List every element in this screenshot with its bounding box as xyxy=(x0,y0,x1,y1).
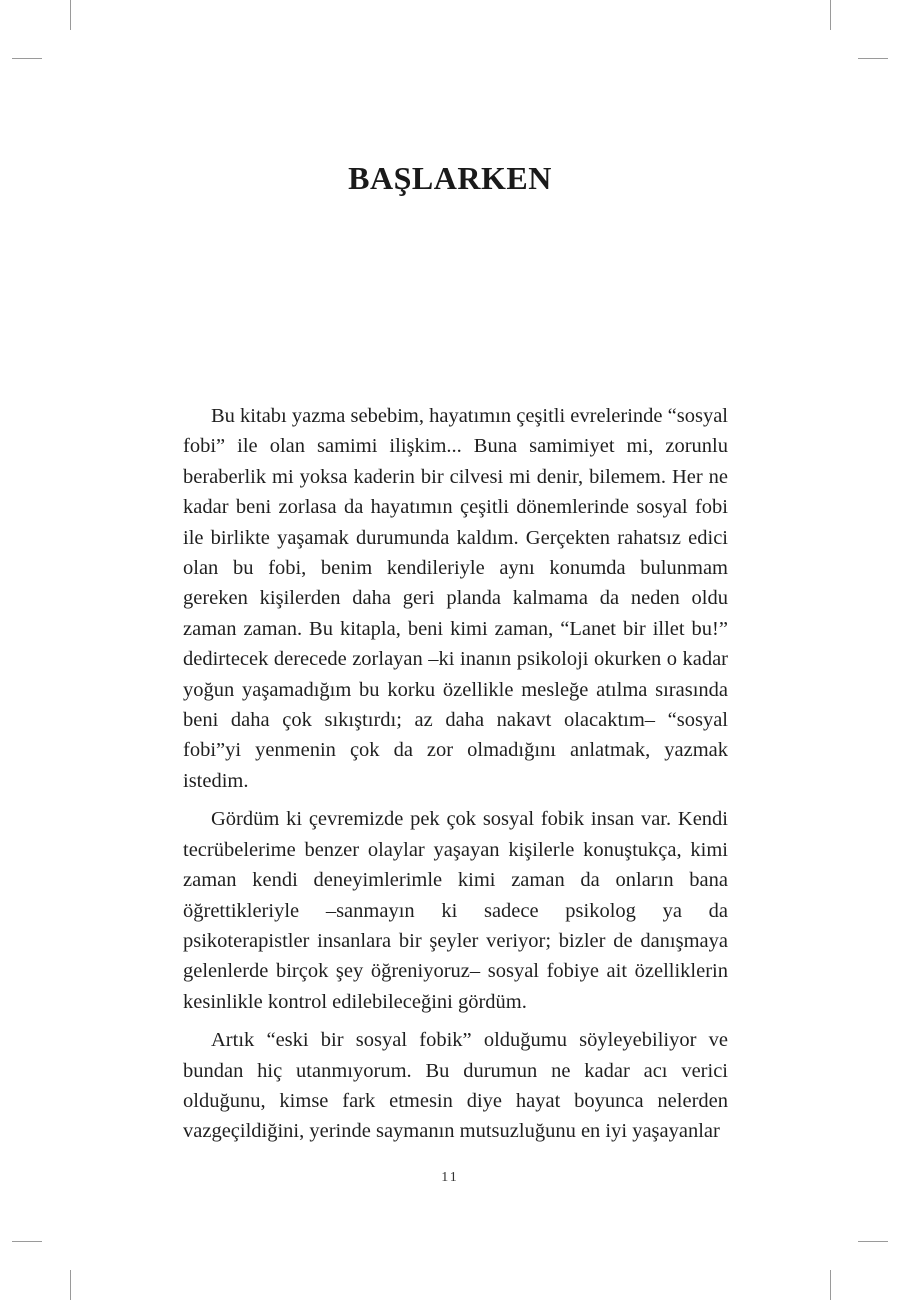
body-text xyxy=(183,401,728,1155)
crop-mark-bottom-right-vertical xyxy=(830,1270,831,1300)
crop-mark-top-right-horizontal xyxy=(858,58,888,59)
crop-mark-bottom-right-horizontal xyxy=(858,1241,888,1242)
crop-mark-bottom-left-horizontal xyxy=(12,1241,42,1242)
paragraph-1: Bu kitabı yazma sebebim, hayatımın çeşitli evrelerinde “sosyal fobi” ile olan samimi ilişkim... Buna samimiyet mi, zorunlu beraberlik mi yoksa kaderin bir cilvesi mi denir, bilemem. Her ne kadar beni zorlasa da hayatımın çeşitli dönemlerinde sosyal fobi ile birlikte yaşamak durumunda kaldım. Gerçekten rahatsız edici olan bu fobi, benim kendileriyle aynı konumda bulunmam gereken kişilerden daha geri planda kalmama da neden oldu zaman zaman. Bu kitapla, beni kimi zaman, “Lanet bir illet bu!” dedirtecek derecede zorlayan –ki inanın psikoloji okurken o kadar yoğun yaşamadığım bu korku özellikle mesleğe atılma sırasında beni daha çok sıkıştırdı; az daha nakavt olacaktım– “sosyal fobi”yi yenmenin çok da zor olmadığını anlatmak, yazmak istedim. xyxy=(183,405,728,792)
chapter-title: BAŞLARKEN xyxy=(348,160,552,196)
crop-mark-bottom-left-vertical xyxy=(70,1270,71,1300)
paragraph-2: Gördüm ki çevremizde pek çok sosyal fobik insan var. Kendi tecrübelerime benzer olaylar yaşayan kişilerle konuştukça, kimi zaman kendi deneyimlerimle kimi zaman da onların bana öğrettikleriyle –sanmayın ki sadece psikolog ya da psikoterapistler insanlara bir şeyler veriyor; bizler de danışmaya gelenlerde birçok şey öğreniyoruz– sosyal fobiye ait özelliklerin kesinlikle kontrol edilebileceğini gördüm. xyxy=(183,808,728,1013)
page-number: 11 xyxy=(441,1170,459,1185)
crop-mark-top-right-vertical xyxy=(830,0,831,30)
crop-mark-top-left-vertical xyxy=(70,0,71,30)
crop-mark-top-left-horizontal xyxy=(12,58,42,59)
paragraph-3: Artık “eski bir sosyal fobik” olduğumu söyleyebiliyor ve bundan hiç utanmıyorum. Bu durumun ne kadar acı verici olduğunu, kimse fark etmesin diye hayat boyunca nelerden vazgeçildiğini, yerinde saymanın mutsuzluğunu en iyi yaşayanlar xyxy=(183,1029,728,1143)
